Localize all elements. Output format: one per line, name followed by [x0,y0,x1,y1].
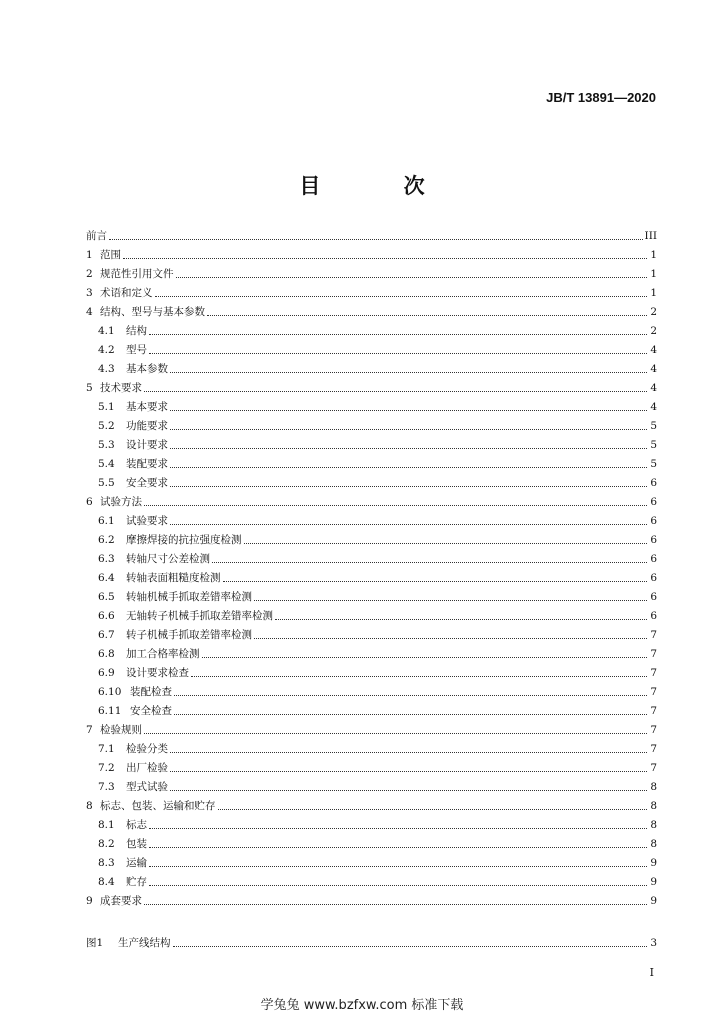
toc-entry-number: 6.4 [98,572,115,584]
toc-entry-label: 前言 [86,230,107,242]
toc-entry-number: 2 [86,268,93,280]
toc-entry[interactable] [86,380,657,396]
toc-entry-number: 4 [86,306,93,318]
dot-leader [170,409,647,411]
toc-entry-number: 6.6 [98,610,115,622]
toc-entry-number: 6.9 [98,667,115,679]
toc-entry-page: 6 [650,477,657,489]
dot-leader [176,276,648,278]
toc-entry[interactable] [86,798,657,814]
toc-entry-number: 5.1 [98,401,115,413]
toc-entry-label: 装配检查 [130,686,172,698]
toc-entry-page: 7 [650,743,657,755]
toc-entry[interactable] [86,361,657,377]
dot-leader [170,466,647,468]
dot-leader [144,732,647,734]
toc-entry[interactable] [86,494,657,510]
dot-leader [144,504,647,506]
toc-entry-number: 4.1 [98,325,115,337]
toc-entry-label: 标志、包装、运输和贮存 [100,800,216,812]
toc-entry-page: 6 [650,610,657,622]
toc-entry[interactable] [86,437,657,453]
toc-entry[interactable] [86,836,657,852]
toc-entry[interactable] [86,665,657,681]
toc-entry[interactable] [86,589,657,605]
watermark: 学兔兔 www.bzfxw.com 标准下载 [260,998,464,1013]
toc-entry-number: 6.7 [98,629,115,641]
toc-entry-page: 7 [650,686,657,698]
toc-entry-label: 试验方法 [100,496,142,508]
toc-entry-label: 检验规则 [100,724,142,736]
toc-entry-number: 5 [86,382,93,394]
toc-entry[interactable] [86,817,657,833]
toc-entry-label: 加工合格率检测 [126,648,200,660]
dot-leader [244,542,648,544]
toc-entry-number: 8 [86,800,93,812]
toc-entry-page: 9 [650,895,657,907]
toc-entry-page: 5 [650,439,657,451]
toc-entry-label: 设计要求检查 [126,667,189,679]
toc-entry-label: 转轴机械手抓取差错率检测 [126,591,252,603]
toc-entry-label: 标志 [126,819,147,831]
toc-entry-number: 7 [86,724,93,736]
toc-entry[interactable] [86,741,657,757]
toc-entry-label: 范围 [100,249,121,261]
toc-entry-number: 7.2 [98,762,115,774]
toc-entry-page: 7 [650,667,657,679]
toc-entry[interactable] [86,228,657,244]
dot-leader [149,865,647,867]
dot-leader [207,314,647,316]
toc-entry-page: 7 [650,629,657,641]
toc-entry[interactable] [86,627,657,643]
toc-entry-label: 包装 [126,838,147,850]
toc-entry-label: 型式试验 [126,781,168,793]
dot-leader [254,599,647,601]
toc-entry-label: 运输 [126,857,147,869]
toc-entry-number: 8.4 [98,876,115,888]
dot-leader [202,656,648,658]
dot-leader [275,618,647,620]
dot-leader [173,945,648,947]
dot-leader [149,827,647,829]
toc-entry-page: 8 [650,819,657,831]
toc-entry-page: 6 [650,572,657,584]
dot-leader [170,485,647,487]
toc-entry-label: 转轴表面粗糙度检测 [126,572,221,584]
toc-entry[interactable] [86,722,657,738]
toc-entry-page: 5 [650,420,657,432]
toc-entry-label: 转子机械手抓取差错率检测 [126,629,252,641]
toc-entry-number: 4.3 [98,363,115,375]
toc-entry-page: 3 [650,937,657,949]
toc-entry-page: 7 [650,762,657,774]
toc-entry[interactable] [86,342,657,358]
toc-entry-number: 5.2 [98,420,115,432]
toc-entry-page: 8 [650,800,657,812]
dot-leader [149,884,647,886]
dot-leader [218,808,648,810]
dot-leader [123,257,647,259]
dot-leader [170,751,647,753]
dot-leader [149,333,647,335]
toc-entry-label: 摩擦焊接的抗拉强度检测 [126,534,242,546]
dot-leader [170,428,647,430]
toc-entry[interactable] [86,570,657,586]
toc-entry[interactable] [86,285,657,301]
toc-entry-page: 1 [650,249,657,261]
dot-leader [149,352,647,354]
toc-entry[interactable] [86,247,657,263]
toc-entry-number: 1 [86,249,93,261]
toc-entry-label: 安全要求 [126,477,168,489]
toc-entry-page: 2 [650,306,657,318]
toc-entry[interactable] [86,779,657,795]
toc-entry-page: 6 [650,591,657,603]
toc-entry-label: 试验要求 [126,515,168,527]
toc-entry-number: 3 [86,287,93,299]
toc-entry-page: 6 [650,515,657,527]
toc-entry-page: 1 [650,268,657,280]
toc-entry-page: 8 [650,838,657,850]
toc-entry[interactable] [86,532,657,548]
toc-entry[interactable] [86,874,657,890]
toc-entry-page: 8 [650,781,657,793]
dot-leader [174,713,647,715]
page-title: 目 次 [299,174,463,198]
toc-entry-page: 4 [650,382,657,394]
toc-entry-label: 出厂检验 [126,762,168,774]
toc-entry-number: 5.3 [98,439,115,451]
toc-entry[interactable] [86,399,657,415]
dot-leader [170,789,647,791]
toc-entry-label: 型号 [126,344,147,356]
dot-leader [223,580,648,582]
dot-leader [155,295,648,297]
toc-entry-label: 规范性引用文件 [100,268,174,280]
toc-entry-number: 9 [86,895,93,907]
toc-entry-number: 6.10 [98,686,122,698]
toc-entry-number: 5.5 [98,477,115,489]
toc-entry-label: 技术要求 [100,382,142,394]
toc-entry-number: 6 [86,496,93,508]
toc-entry-number: 4.2 [98,344,115,356]
dot-leader [170,770,647,772]
toc-entry-label: 无轴转子机械手抓取差错率检测 [126,610,273,622]
toc-entry[interactable] [86,760,657,776]
toc-entry[interactable] [86,893,657,909]
toc-entry-label: 功能要求 [126,420,168,432]
toc-entry-page: 5 [650,458,657,470]
toc-entry-number: 6.8 [98,648,115,660]
toc-entry-page: 9 [650,876,657,888]
toc-entry[interactable] [86,855,657,871]
dot-leader [170,523,647,525]
toc-entry-label: 结构 [126,325,147,337]
toc-entry[interactable] [86,608,657,624]
dot-leader [144,903,647,905]
toc-entry-page: 4 [650,363,657,375]
toc-entry[interactable] [86,684,657,700]
toc-entry-number: 7.1 [98,743,115,755]
toc-entry[interactable] [86,646,657,662]
toc-entry-label: 检验分类 [126,743,168,755]
dot-leader [212,561,647,563]
toc-entry-number: 8.2 [98,838,115,850]
toc-entry-label: 转轴尺寸公差检测 [126,553,210,565]
dot-leader [109,238,643,240]
toc-entry-label: 术语和定义 [100,287,153,299]
dot-leader [170,371,647,373]
toc-entry-page: 7 [650,705,657,717]
toc-entry-label: 基本参数 [126,363,168,375]
toc-entry[interactable] [86,475,657,491]
toc-entry[interactable] [86,456,657,472]
toc-entry-number: 6.1 [98,515,115,527]
toc-entry-page: 7 [650,648,657,660]
dot-leader [170,447,647,449]
dot-leader [149,846,647,848]
toc-entry-page: 7 [650,724,657,736]
header-code: JB/T 13891—2020 [546,90,656,105]
toc-entry-page: 6 [650,496,657,508]
toc-entry-number: 6.11 [98,705,122,717]
toc-entry-number: 图1 [86,937,104,949]
dot-leader [144,390,647,392]
toc-entry-page: III [644,230,657,242]
toc-entry-page: 6 [650,553,657,565]
toc-entry-page: 6 [650,534,657,546]
toc-entry-page: 4 [650,344,657,356]
toc-entry-page: 2 [650,325,657,337]
toc-entry-number: 6.5 [98,591,115,603]
toc-entry-number: 6.3 [98,553,115,565]
toc-entry-label: 生产线结构 [118,937,171,949]
dot-leader [191,675,647,677]
toc-entry-label: 成套要求 [100,895,142,907]
toc-entry-number: 7.3 [98,781,115,793]
toc-entry-page: 9 [650,857,657,869]
toc-entry-number: 6.2 [98,534,115,546]
toc-entry-page: 1 [650,287,657,299]
toc-entry-number: 8.1 [98,819,115,831]
toc-entry[interactable] [86,304,657,320]
toc-entry[interactable] [86,418,657,434]
toc-entry-label: 结构、型号与基本参数 [100,306,205,318]
footer-page-number: I [649,966,654,979]
toc-entry-label: 基本要求 [126,401,168,413]
dot-leader [254,637,647,639]
toc-entry-label: 贮存 [126,876,147,888]
dot-leader [174,694,647,696]
toc-entry-page: 4 [650,401,657,413]
toc-entry-number: 8.3 [98,857,115,869]
toc-entry[interactable] [86,703,657,719]
toc-entry-number: 5.4 [98,458,115,470]
toc-entry[interactable] [86,935,657,951]
toc-entry[interactable] [86,323,657,339]
toc-entry-label: 安全检查 [130,705,172,717]
toc-entry-label: 装配要求 [126,458,168,470]
toc-entry-label: 设计要求 [126,439,168,451]
toc-entry[interactable] [86,513,657,529]
toc-entry[interactable] [86,551,657,567]
toc-entry[interactable] [86,266,657,282]
